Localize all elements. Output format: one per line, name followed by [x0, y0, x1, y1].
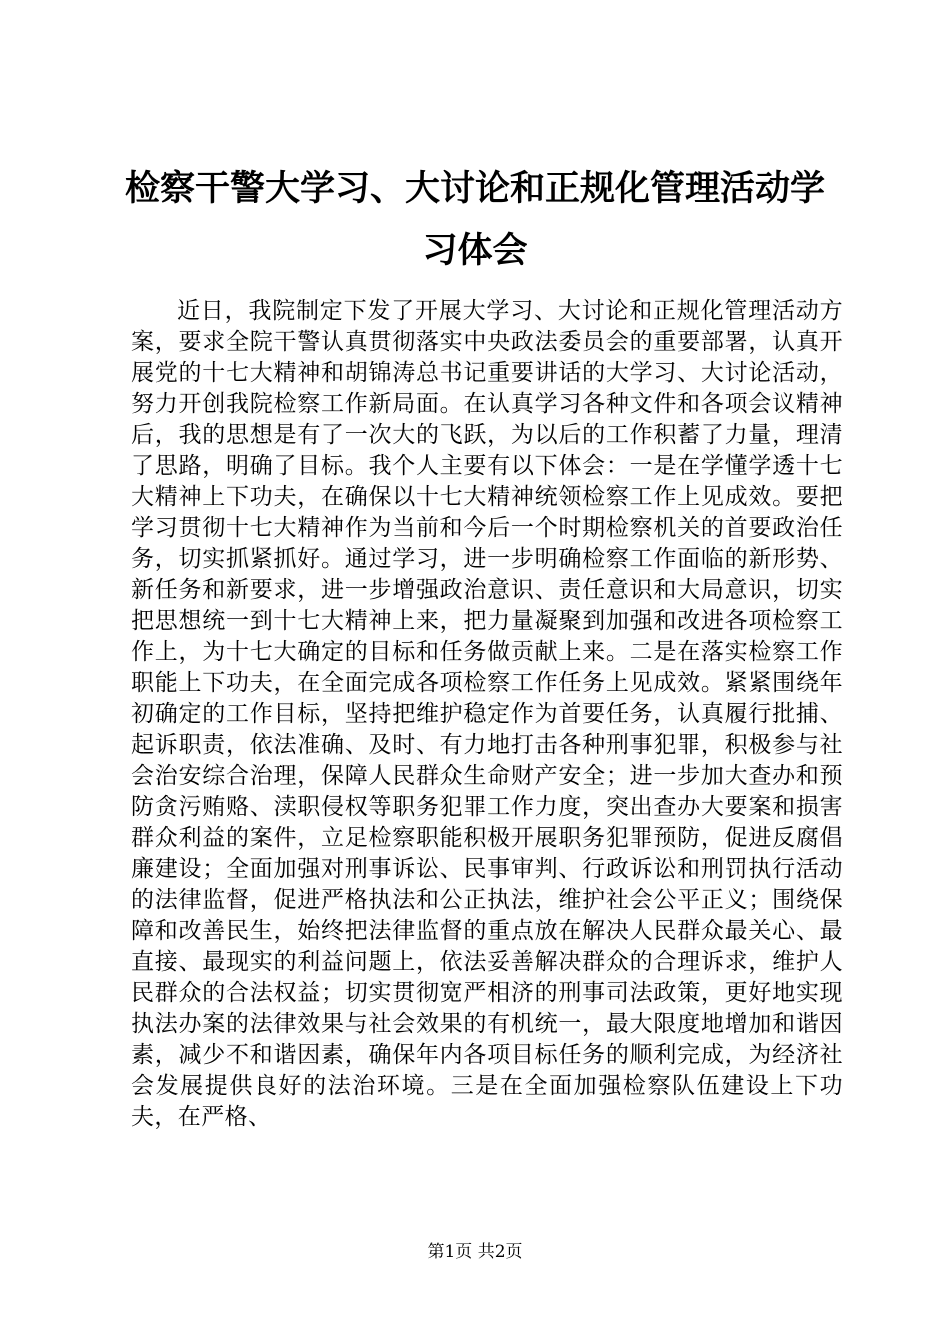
page-footer: 第1页 共2页 — [427, 1242, 523, 1262]
body-paragraph: 近日，我院制定下发了开展大学习、大讨论和正规化管理活动方案，要求全院干警认真贯彻落实中央政法委员会的重要部署，认真开展党的十七大精神和胡锦涛总书记重要讲话的大学习、大讨论活动，努力开创我院检察工作新局面。在认真学习各种文件和各项会议精神后，我的思想是有了一次大的飞跃，为以后的工作积蓄了力量，理清了思路，明确了目标。我个人主要有以下体会：一是在学懂学透十七大精神上下功夫，在确保以十七大精神统领检察工作上见成效。要把学习贯彻十七大精神作为当前和今后一个时期检察机关的首要政治任务，切实抓紧抓好。通过学习，进一步明确检察工作面临的新形势、新任务和新要求，进一步增强政治意识、责任意识和大局意识，切实把思想统一到十七大精神上来，把力量凝聚到加强和改进各项检察工作上，为十七大确定的目标和任务做贡献上来。二是在落实检察工作职能上下功夫，在全面完成各项检察工作任务上见成效。紧紧围绕年初确定的工作目标，坚持把维护稳定作为首要任务，认真履行批捕、起诉职责，依法准确、及时、有力地打击各种刑事犯罪，积极参与社会治安综合治理，保障人民群众生命财产安全；进一步加大查办和预防贪污贿赂、渎职侵权等职务犯罪工作力度，突出查办大要案和损害群众利益的案件，立足检察职能积极开展职务犯罪预防，促进反腐倡廉建设；全面加强对刑事诉讼、民事审判、行政诉讼和刑罚执行活动的法律监督，促进严格执法和公正执法，维护社会公平正义；围绕保障和改善民生，始终把法律监督的重点放在解决人民群众最关心、最直接、最现实的利益问题上，依法妥善解决群众的合理诉求，维护人民群众的合法权益；切实贯彻宽严相济的刑事司法政策，更好地实现执法办案的法律效果与社会效果的有机统一，最大限度地增加和谐因素，减少不和谐因素，确保年内各项目标任务的顺利完成，为经济社会发展提供良好的法治环境。三是在全面加强检察队伍建设上下功夫，在严格、 — [131, 298, 843, 1130]
document-title: 检察干警大学习、大讨论和正规化管理活动学习体会 — [124, 168, 825, 271]
